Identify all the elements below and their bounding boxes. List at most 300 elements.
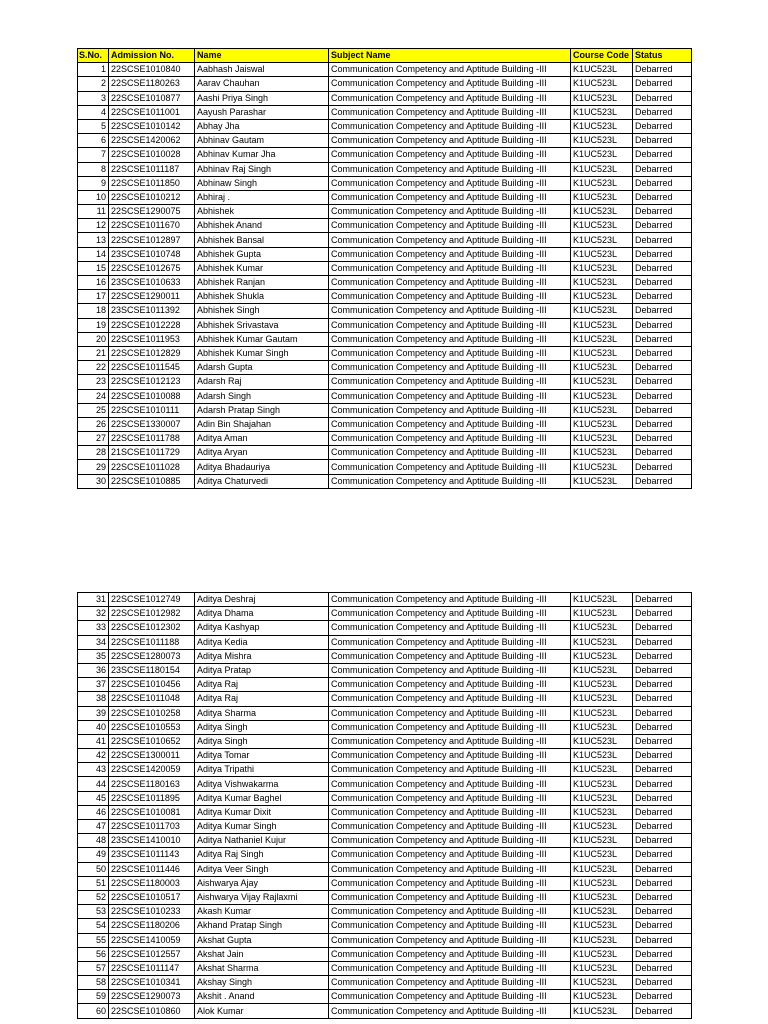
sno-cell: 42 — [78, 749, 109, 763]
name-cell: Aditya Raj Singh — [195, 848, 329, 862]
subject-name-cell: Communication Competency and Aptitude Building -III — [329, 820, 571, 834]
sno-cell: 35 — [78, 649, 109, 663]
subject-name-cell: Communication Competency and Aptitude Building -III — [329, 905, 571, 919]
table-row — [78, 290, 692, 304]
table-row — [78, 848, 692, 862]
table-row — [78, 91, 692, 105]
name-cell: Aditya Raj — [195, 678, 329, 692]
sno-cell: 51 — [78, 876, 109, 890]
admission-no-cell: 22SCSE1010088 — [109, 389, 195, 403]
table-row — [78, 417, 692, 431]
table-row — [78, 876, 692, 890]
name-cell: Akshit . Anand — [195, 990, 329, 1004]
table-row — [78, 720, 692, 734]
admission-no-cell: 22SCSE1011028 — [109, 460, 195, 474]
status-cell: Debarred — [633, 834, 692, 848]
name-cell: Aditya Singh — [195, 720, 329, 734]
status-cell: Debarred — [633, 290, 692, 304]
course-code-cell: K1UC523L — [571, 933, 633, 947]
status-cell: Debarred — [633, 635, 692, 649]
subject-name-cell: Communication Competency and Aptitude Building -III — [329, 834, 571, 848]
status-cell: Debarred — [633, 105, 692, 119]
sno-cell: 52 — [78, 890, 109, 904]
sno-cell: 48 — [78, 834, 109, 848]
table-row — [78, 219, 692, 233]
admission-no-cell: 22SCSE1010456 — [109, 678, 195, 692]
course-code-cell: K1UC523L — [571, 834, 633, 848]
admission-no-cell: 22SCSE1012302 — [109, 621, 195, 635]
subject-name-cell: Communication Competency and Aptitude Building -III — [329, 346, 571, 360]
course-code-cell: K1UC523L — [571, 990, 633, 1004]
admission-no-cell: 22SCSE1011850 — [109, 176, 195, 190]
header-subject-name: Subject Name — [329, 49, 571, 63]
admission-no-cell: 22SCSE1011188 — [109, 635, 195, 649]
sno-cell: 43 — [78, 763, 109, 777]
course-code-cell: K1UC523L — [571, 607, 633, 621]
table-row — [78, 176, 692, 190]
sno-cell: 2 — [78, 77, 109, 91]
subject-name-cell: Communication Competency and Aptitude Building -III — [329, 403, 571, 417]
admission-no-cell: 22SCSE1011545 — [109, 361, 195, 375]
admission-no-cell: 22SCSE1010258 — [109, 706, 195, 720]
course-code-cell: K1UC523L — [571, 720, 633, 734]
name-cell: Aditya Kashyap — [195, 621, 329, 635]
subject-name-cell: Communication Competency and Aptitude Building -III — [329, 417, 571, 431]
subject-name-cell: Communication Competency and Aptitude Building -III — [329, 276, 571, 290]
table-row — [78, 990, 692, 1004]
status-cell: Debarred — [633, 734, 692, 748]
table-row — [78, 791, 692, 805]
table-row — [78, 890, 692, 904]
course-code-cell: K1UC523L — [571, 460, 633, 474]
name-cell: Aditya Nathaniel Kujur — [195, 834, 329, 848]
course-code-cell: K1UC523L — [571, 389, 633, 403]
course-code-cell: K1UC523L — [571, 119, 633, 133]
name-cell: Adarsh Gupta — [195, 361, 329, 375]
name-cell: Aditya Veer Singh — [195, 862, 329, 876]
name-cell: Aashi Priya Singh — [195, 91, 329, 105]
sno-cell: 59 — [78, 990, 109, 1004]
course-code-cell: K1UC523L — [571, 635, 633, 649]
name-cell: Aditya Sharma — [195, 706, 329, 720]
sno-cell: 31 — [78, 593, 109, 607]
status-cell: Debarred — [633, 990, 692, 1004]
course-code-cell: K1UC523L — [571, 749, 633, 763]
course-code-cell: K1UC523L — [571, 862, 633, 876]
course-code-cell: K1UC523L — [571, 318, 633, 332]
status-cell: Debarred — [633, 663, 692, 677]
course-code-cell: K1UC523L — [571, 763, 633, 777]
subject-name-cell: Communication Competency and Aptitude Building -III — [329, 933, 571, 947]
subject-name-cell: Communication Competency and Aptitude Building -III — [329, 446, 571, 460]
course-code-cell: K1UC523L — [571, 63, 633, 77]
table-row — [78, 947, 692, 961]
subject-name-cell: Communication Competency and Aptitude Building -III — [329, 318, 571, 332]
table-row — [78, 460, 692, 474]
subject-name-cell: Communication Competency and Aptitude Building -III — [329, 720, 571, 734]
course-code-cell: K1UC523L — [571, 375, 633, 389]
subject-name-cell: Communication Competency and Aptitude Building -III — [329, 607, 571, 621]
admission-no-cell: 22SCSE1180003 — [109, 876, 195, 890]
subject-name-cell: Communication Competency and Aptitude Building -III — [329, 848, 571, 862]
status-cell: Debarred — [633, 446, 692, 460]
name-cell: Abhishek Srivastava — [195, 318, 329, 332]
subject-name-cell: Communication Competency and Aptitude Building -III — [329, 119, 571, 133]
subject-name-cell: Communication Competency and Aptitude Building -III — [329, 706, 571, 720]
name-cell: Abhishek Shukla — [195, 290, 329, 304]
status-cell: Debarred — [633, 176, 692, 190]
sno-cell: 33 — [78, 621, 109, 635]
status-cell: Debarred — [633, 933, 692, 947]
name-cell: Alok Kumar — [195, 1004, 329, 1018]
status-cell: Debarred — [633, 148, 692, 162]
name-cell: Aditya Bhadauriya — [195, 460, 329, 474]
table-row — [78, 119, 692, 133]
status-cell: Debarred — [633, 432, 692, 446]
table-row — [78, 77, 692, 91]
status-cell: Debarred — [633, 905, 692, 919]
status-cell: Debarred — [633, 332, 692, 346]
admission-no-cell: 22SCSE1010840 — [109, 63, 195, 77]
admission-no-cell: 22SCSE1420062 — [109, 134, 195, 148]
sno-cell: 9 — [78, 176, 109, 190]
admission-no-cell: 22SCSE1010233 — [109, 905, 195, 919]
name-cell: Aditya Aryan — [195, 446, 329, 460]
status-cell: Debarred — [633, 621, 692, 635]
subject-name-cell: Communication Competency and Aptitude Building -III — [329, 304, 571, 318]
admission-no-cell: 21SCSE1011729 — [109, 446, 195, 460]
status-cell: Debarred — [633, 919, 692, 933]
course-code-cell: K1UC523L — [571, 261, 633, 275]
subject-name-cell: Communication Competency and Aptitude Building -III — [329, 205, 571, 219]
sno-cell: 26 — [78, 417, 109, 431]
admission-no-cell: 22SCSE1012123 — [109, 375, 195, 389]
subject-name-cell: Communication Competency and Aptitude Building -III — [329, 791, 571, 805]
admission-no-cell: 22SCSE1010341 — [109, 976, 195, 990]
course-code-cell: K1UC523L — [571, 905, 633, 919]
table-row — [78, 361, 692, 375]
admission-no-cell: 23SCSE1010633 — [109, 276, 195, 290]
status-cell: Debarred — [633, 976, 692, 990]
admission-no-cell: 22SCSE1290075 — [109, 205, 195, 219]
sno-cell: 8 — [78, 162, 109, 176]
name-cell: Adin Bin Shajahan — [195, 417, 329, 431]
status-cell: Debarred — [633, 346, 692, 360]
subject-name-cell: Communication Competency and Aptitude Building -III — [329, 432, 571, 446]
sno-cell: 10 — [78, 190, 109, 204]
name-cell: Abhishek Kumar — [195, 261, 329, 275]
subject-name-cell: Communication Competency and Aptitude Building -III — [329, 261, 571, 275]
course-code-cell: K1UC523L — [571, 332, 633, 346]
name-cell: Aditya Tomar — [195, 749, 329, 763]
subject-name-cell: Communication Competency and Aptitude Building -III — [329, 621, 571, 635]
status-cell: Debarred — [633, 763, 692, 777]
debarred-list-table-2 — [77, 592, 692, 1019]
name-cell: Aditya Vishwakarma — [195, 777, 329, 791]
sno-cell: 25 — [78, 403, 109, 417]
table-body — [78, 63, 692, 489]
table-row — [78, 777, 692, 791]
status-cell: Debarred — [633, 119, 692, 133]
status-cell: Debarred — [633, 276, 692, 290]
status-cell: Debarred — [633, 607, 692, 621]
table-row — [78, 205, 692, 219]
sno-cell: 16 — [78, 276, 109, 290]
admission-no-cell: 22SCSE1012897 — [109, 233, 195, 247]
name-cell: Akash Kumar — [195, 905, 329, 919]
course-code-cell: K1UC523L — [571, 276, 633, 290]
sno-cell: 3 — [78, 91, 109, 105]
admission-no-cell: 22SCSE1010212 — [109, 190, 195, 204]
sno-cell: 20 — [78, 332, 109, 346]
sno-cell: 32 — [78, 607, 109, 621]
table-row — [78, 318, 692, 332]
admission-no-cell: 22SCSE1010652 — [109, 734, 195, 748]
table-row — [78, 933, 692, 947]
table-row — [78, 862, 692, 876]
sno-cell: 45 — [78, 791, 109, 805]
subject-name-cell: Communication Competency and Aptitude Building -III — [329, 148, 571, 162]
status-cell: Debarred — [633, 961, 692, 975]
admission-no-cell: 22SCSE1010877 — [109, 91, 195, 105]
name-cell: Abhishek Bansal — [195, 233, 329, 247]
name-cell: Abhinav Raj Singh — [195, 162, 329, 176]
status-cell: Debarred — [633, 318, 692, 332]
course-code-cell: K1UC523L — [571, 403, 633, 417]
sno-cell: 29 — [78, 460, 109, 474]
status-cell: Debarred — [633, 890, 692, 904]
sno-cell: 41 — [78, 734, 109, 748]
admission-no-cell: 22SCSE1011187 — [109, 162, 195, 176]
course-code-cell: K1UC523L — [571, 649, 633, 663]
admission-no-cell: 22SCSE1280073 — [109, 649, 195, 663]
status-cell: Debarred — [633, 91, 692, 105]
sno-cell: 21 — [78, 346, 109, 360]
name-cell: Abhishek Ranjan — [195, 276, 329, 290]
table-row — [78, 446, 692, 460]
status-cell: Debarred — [633, 876, 692, 890]
table-row — [78, 734, 692, 748]
status-cell: Debarred — [633, 134, 692, 148]
course-code-cell: K1UC523L — [571, 105, 633, 119]
table-body — [78, 593, 692, 1019]
table-row — [78, 247, 692, 261]
name-cell: Abhishek Kumar Gautam — [195, 332, 329, 346]
subject-name-cell: Communication Competency and Aptitude Building -III — [329, 763, 571, 777]
course-code-cell: K1UC523L — [571, 176, 633, 190]
table-row — [78, 233, 692, 247]
subject-name-cell: Communication Competency and Aptitude Building -III — [329, 593, 571, 607]
status-cell: Debarred — [633, 361, 692, 375]
table-row — [78, 692, 692, 706]
table-row — [78, 389, 692, 403]
name-cell: Aditya Mishra — [195, 649, 329, 663]
subject-name-cell: Communication Competency and Aptitude Building -III — [329, 777, 571, 791]
admission-no-cell: 22SCSE1010885 — [109, 474, 195, 488]
table-row — [78, 905, 692, 919]
name-cell: Akshat Jain — [195, 947, 329, 961]
course-code-cell: K1UC523L — [571, 876, 633, 890]
sno-cell: 14 — [78, 247, 109, 261]
header-row — [78, 49, 692, 63]
course-code-cell: K1UC523L — [571, 678, 633, 692]
status-cell: Debarred — [633, 375, 692, 389]
admission-no-cell: 22SCSE1012982 — [109, 607, 195, 621]
status-cell: Debarred — [633, 692, 692, 706]
name-cell: Abhinav Gautam — [195, 134, 329, 148]
sno-cell: 39 — [78, 706, 109, 720]
sno-cell: 22 — [78, 361, 109, 375]
name-cell: Aabhash Jaiswal — [195, 63, 329, 77]
admission-no-cell: 22SCSE1010142 — [109, 119, 195, 133]
sno-cell: 55 — [78, 933, 109, 947]
table-row — [78, 805, 692, 819]
admission-no-cell: 22SCSE1012557 — [109, 947, 195, 961]
course-code-cell: K1UC523L — [571, 304, 633, 318]
course-code-cell: K1UC523L — [571, 190, 633, 204]
table-row — [78, 635, 692, 649]
sno-cell: 54 — [78, 919, 109, 933]
header-status: Status — [633, 49, 692, 63]
sno-cell: 6 — [78, 134, 109, 148]
table-row — [78, 607, 692, 621]
name-cell: Aditya Tripathi — [195, 763, 329, 777]
subject-name-cell: Communication Competency and Aptitude Building -III — [329, 919, 571, 933]
subject-name-cell: Communication Competency and Aptitude Building -III — [329, 890, 571, 904]
sno-cell: 60 — [78, 1004, 109, 1018]
name-cell: Adarsh Pratap Singh — [195, 403, 329, 417]
table-row — [78, 105, 692, 119]
name-cell: Aditya Kedia — [195, 635, 329, 649]
course-code-cell: K1UC523L — [571, 919, 633, 933]
subject-name-cell: Communication Competency and Aptitude Building -III — [329, 749, 571, 763]
course-code-cell: K1UC523L — [571, 77, 633, 91]
table-row — [78, 474, 692, 488]
status-cell: Debarred — [633, 162, 692, 176]
admission-no-cell: 23SCSE1410010 — [109, 834, 195, 848]
subject-name-cell: Communication Competency and Aptitude Building -III — [329, 290, 571, 304]
name-cell: Aditya Pratap — [195, 663, 329, 677]
subject-name-cell: Communication Competency and Aptitude Building -III — [329, 678, 571, 692]
subject-name-cell: Communication Competency and Aptitude Building -III — [329, 734, 571, 748]
table-row — [78, 162, 692, 176]
name-cell: Aishwarya Ajay — [195, 876, 329, 890]
admission-no-cell: 22SCSE1180263 — [109, 77, 195, 91]
sno-cell: 44 — [78, 777, 109, 791]
table-row — [78, 961, 692, 975]
sno-cell: 36 — [78, 663, 109, 677]
sno-cell: 34 — [78, 635, 109, 649]
admission-no-cell: 22SCSE1011953 — [109, 332, 195, 346]
sno-cell: 27 — [78, 432, 109, 446]
admission-no-cell: 22SCSE1420059 — [109, 763, 195, 777]
name-cell: Adarsh Raj — [195, 375, 329, 389]
table-row — [78, 976, 692, 990]
name-cell: Aayush Parashar — [195, 105, 329, 119]
course-code-cell: K1UC523L — [571, 233, 633, 247]
status-cell: Debarred — [633, 417, 692, 431]
sno-cell: 38 — [78, 692, 109, 706]
admission-no-cell: 23SCSE1011392 — [109, 304, 195, 318]
subject-name-cell: Communication Competency and Aptitude Building -III — [329, 361, 571, 375]
name-cell: Abhiraj . — [195, 190, 329, 204]
sno-cell: 46 — [78, 805, 109, 819]
table-row — [78, 1004, 692, 1018]
sno-cell: 12 — [78, 219, 109, 233]
sno-cell: 40 — [78, 720, 109, 734]
course-code-cell: K1UC523L — [571, 791, 633, 805]
sno-cell: 50 — [78, 862, 109, 876]
admission-no-cell: 22SCSE1010553 — [109, 720, 195, 734]
sno-cell: 57 — [78, 961, 109, 975]
admission-no-cell: 22SCSE1011788 — [109, 432, 195, 446]
subject-name-cell: Communication Competency and Aptitude Building -III — [329, 460, 571, 474]
sno-cell: 4 — [78, 105, 109, 119]
header-name: Name — [195, 49, 329, 63]
admission-no-cell: 22SCSE1012829 — [109, 346, 195, 360]
table-row — [78, 432, 692, 446]
name-cell: Aditya Aman — [195, 432, 329, 446]
sno-cell: 47 — [78, 820, 109, 834]
status-cell: Debarred — [633, 805, 692, 819]
header-admission-no: Admission No. — [109, 49, 195, 63]
course-code-cell: K1UC523L — [571, 162, 633, 176]
course-code-cell: K1UC523L — [571, 474, 633, 488]
admission-no-cell: 22SCSE1012749 — [109, 593, 195, 607]
admission-no-cell: 22SCSE1011670 — [109, 219, 195, 233]
status-cell: Debarred — [633, 777, 692, 791]
status-cell: Debarred — [633, 862, 692, 876]
table-row — [78, 63, 692, 77]
name-cell: Abhishek Kumar Singh — [195, 346, 329, 360]
status-cell: Debarred — [633, 749, 692, 763]
status-cell: Debarred — [633, 947, 692, 961]
subject-name-cell: Communication Competency and Aptitude Building -III — [329, 876, 571, 890]
subject-name-cell: Communication Competency and Aptitude Building -III — [329, 805, 571, 819]
name-cell: Akhand Pratap Singh — [195, 919, 329, 933]
status-cell: Debarred — [633, 460, 692, 474]
table-row — [78, 663, 692, 677]
course-code-cell: K1UC523L — [571, 219, 633, 233]
header-sno: S.No. — [78, 49, 109, 63]
admission-no-cell: 22SCSE1010081 — [109, 805, 195, 819]
status-cell: Debarred — [633, 1004, 692, 1018]
status-cell: Debarred — [633, 403, 692, 417]
status-cell: Debarred — [633, 77, 692, 91]
subject-name-cell: Communication Competency and Aptitude Building -III — [329, 649, 571, 663]
course-code-cell: K1UC523L — [571, 91, 633, 105]
table-row — [78, 749, 692, 763]
course-code-cell: K1UC523L — [571, 663, 633, 677]
subject-name-cell: Communication Competency and Aptitude Building -III — [329, 635, 571, 649]
admission-no-cell: 22SCSE1011895 — [109, 791, 195, 805]
status-cell: Debarred — [633, 720, 692, 734]
sno-cell: 28 — [78, 446, 109, 460]
course-code-cell: K1UC523L — [571, 148, 633, 162]
admission-no-cell: 22SCSE1290073 — [109, 990, 195, 1004]
sno-cell: 49 — [78, 848, 109, 862]
name-cell: Adarsh Singh — [195, 389, 329, 403]
admission-no-cell: 22SCSE1010028 — [109, 148, 195, 162]
name-cell: Akshat Sharma — [195, 961, 329, 975]
table-row — [78, 403, 692, 417]
course-code-cell: K1UC523L — [571, 777, 633, 791]
table-row — [78, 304, 692, 318]
table-row — [78, 276, 692, 290]
sno-cell: 30 — [78, 474, 109, 488]
course-code-cell: K1UC523L — [571, 1004, 633, 1018]
table-row — [78, 919, 692, 933]
